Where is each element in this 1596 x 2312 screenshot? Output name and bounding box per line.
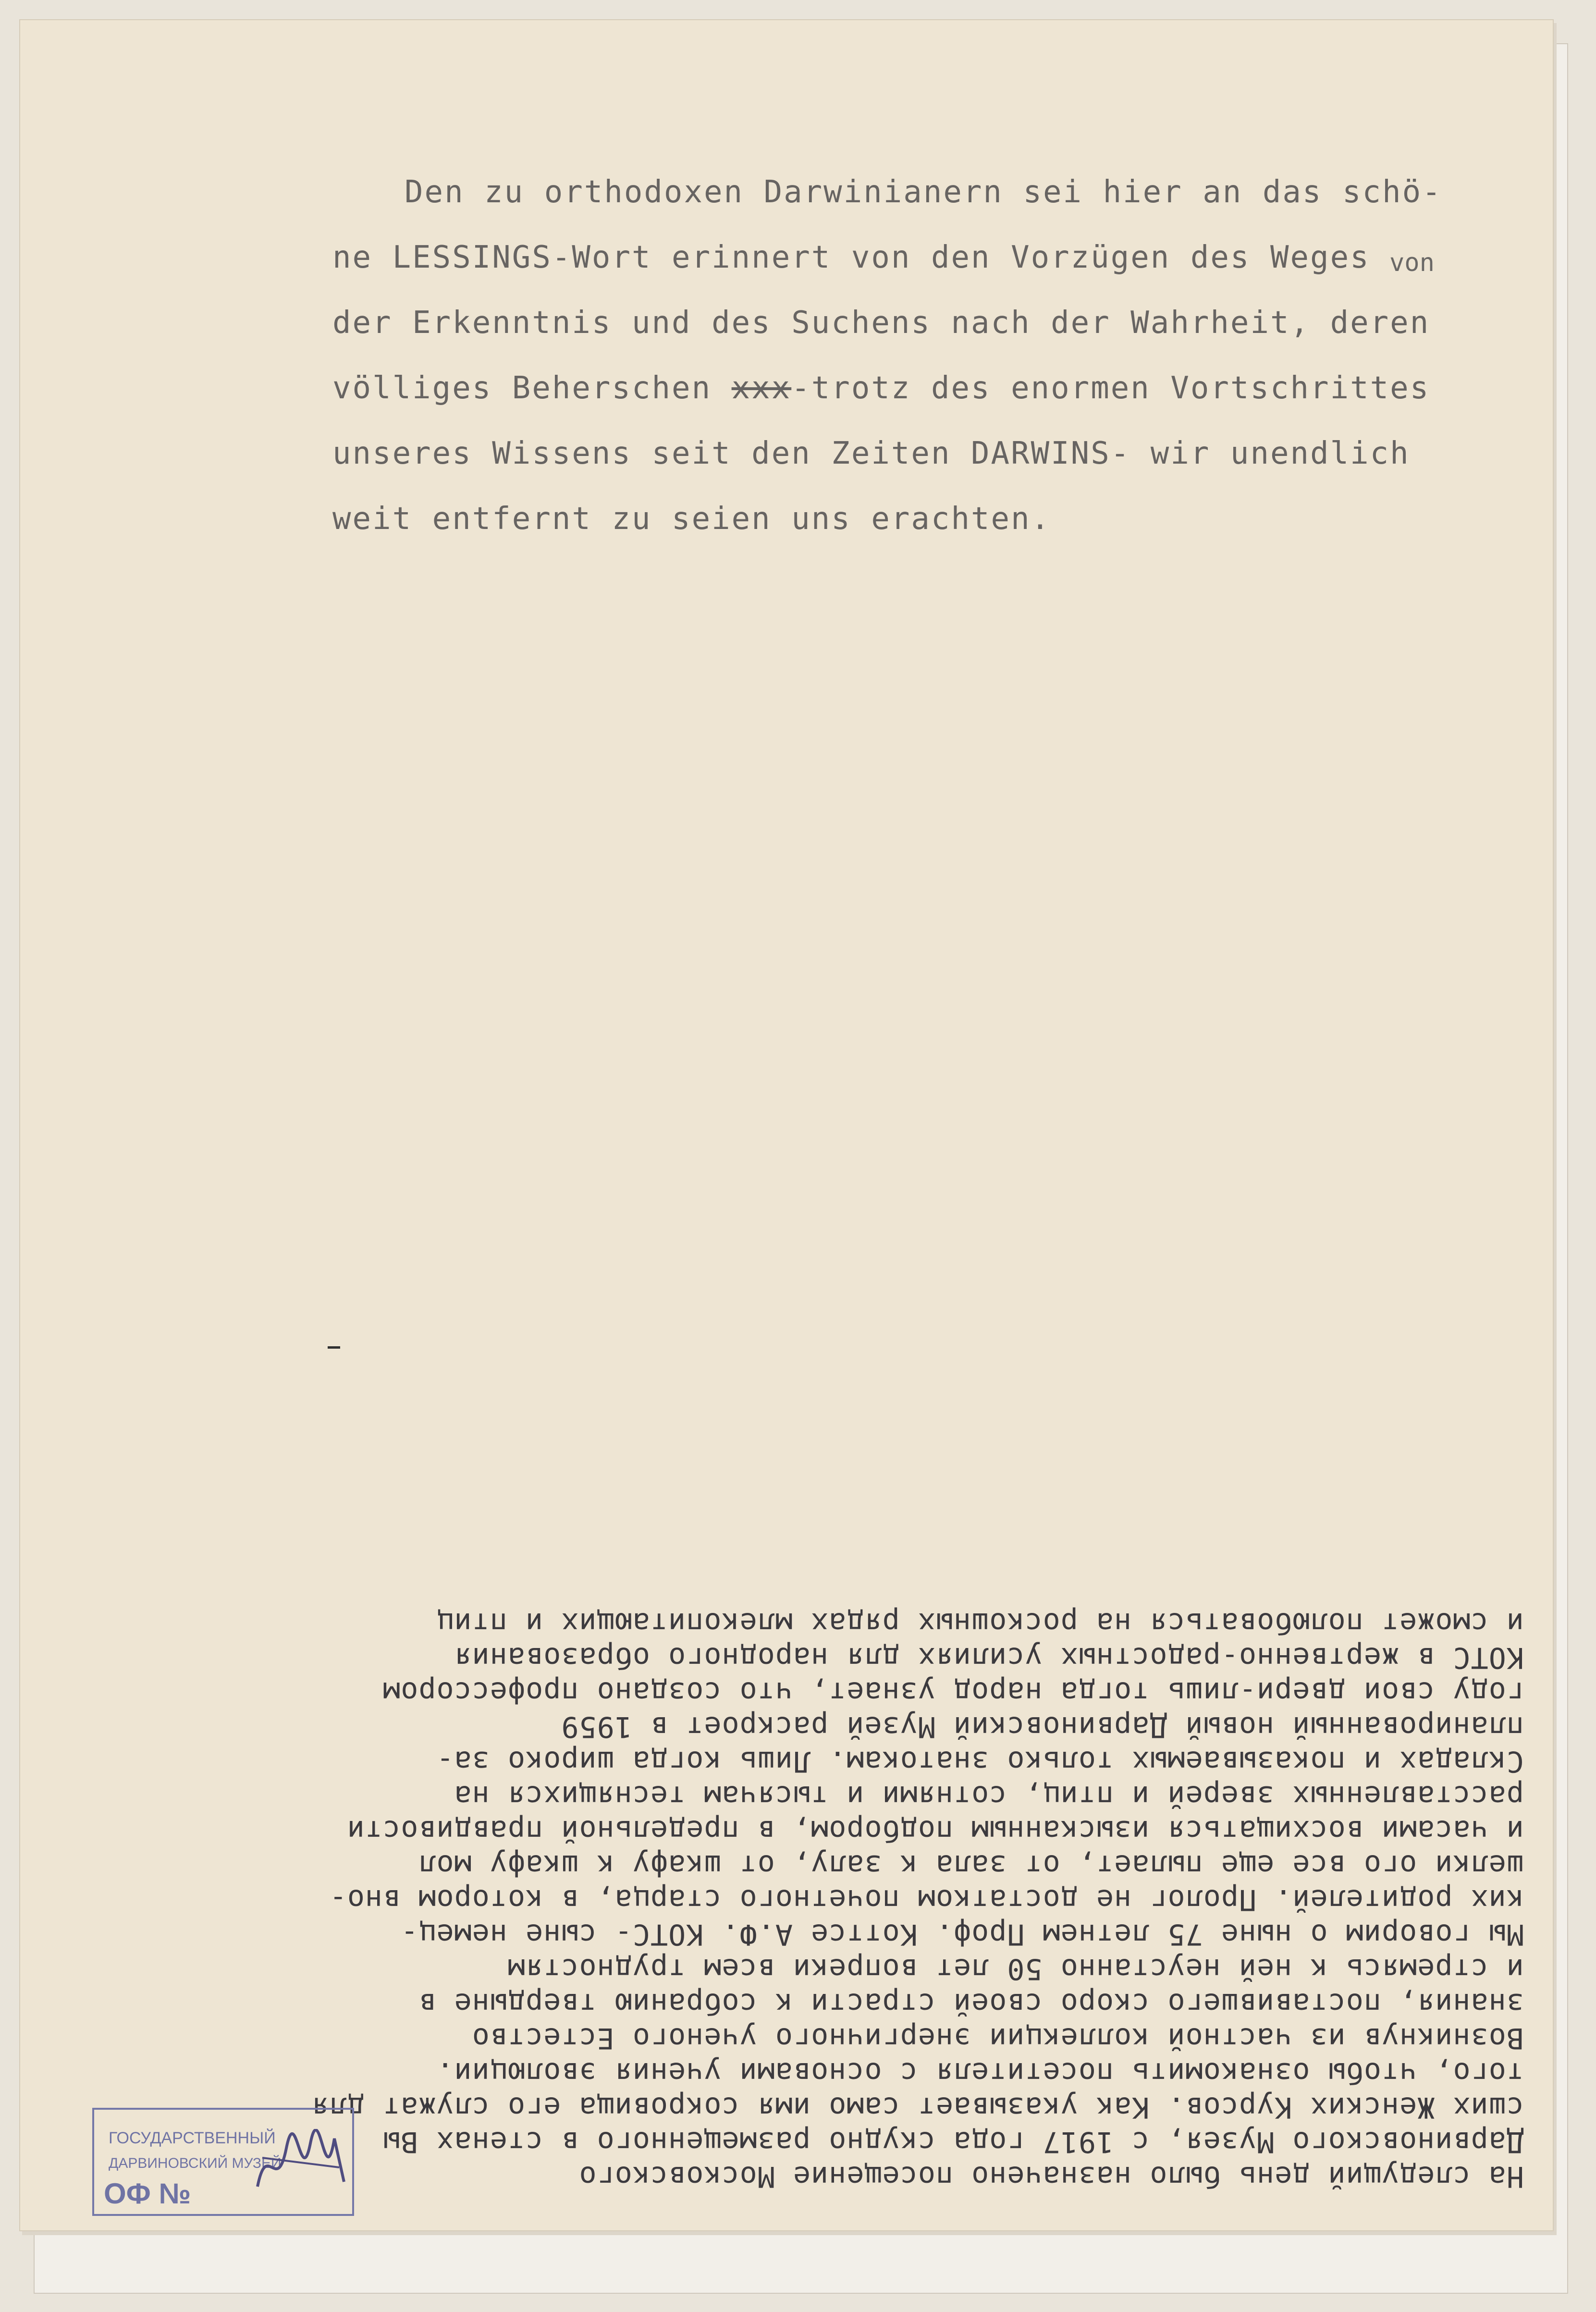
ru-line-9: ких родителей. Пролог не достатком почетного старца, в котором вно- (329, 1883, 1524, 1917)
text-line-4-start: völliges Beherschen (332, 370, 712, 406)
stamp-line-3: ОФ № (104, 2177, 191, 2210)
ru-line-1: На следущий день было назначено посещение Московского (578, 2160, 1524, 2193)
ru-line-2: Дарвиновского Музея, с 1917 года скудно размещенного в стенах Вы (382, 2125, 1524, 2159)
interlinear-insertion: von (1389, 248, 1435, 277)
ru-line-6: знания, поставившего скоро своей страсти к собранию твердыне в (418, 1987, 1524, 2020)
handwritten-inventory-number (253, 2129, 349, 2201)
russian-typed-text-upside-down (92, 1606, 1524, 2194)
ru-line-15: году свои двери-лишь тогда народ узнает, что создано профессором (382, 1675, 1524, 1709)
text-line-2: ne LESSINGS-Wort erinnert von den Vorzügen des Weges (332, 240, 1370, 275)
overtyped-characters: xxx (731, 370, 792, 406)
ru-line-7: и стремясь к ней неустанно 50 лет вопреки всем трудностям (507, 1952, 1524, 1986)
stray-mark (328, 1346, 340, 1349)
text-line-4 (332, 356, 1562, 421)
ru-line-12: расставленных зверей и птиц, сотнями и тысячам теснящихся на (454, 1779, 1524, 1813)
ru-line-4: того, чтобы ознакомить посетителя с основами учения эволюции. (436, 2056, 1524, 2090)
ru-line-13: Складах и показываемых только знатокам. Лишь когда широко за- (436, 1745, 1524, 1778)
ru-line-17: и сможет полюбоваться на роскошных рядах млекопитающих и птиц (436, 1606, 1524, 1640)
text-line-5: unseres Wissens seit den Zeiten DARWINS- wir unendlich (332, 436, 1410, 471)
stamp-line-1: ГОСУДАРСТВЕННЫЙ (109, 2129, 276, 2147)
ru-line-14: планированный новый Дарвиновский Музей раскроет в 1959 (561, 1710, 1524, 1744)
german-typed-text (332, 160, 1562, 552)
ru-line-16: КОТС в жертвенно-радостных усилиях для народного образования (454, 1641, 1524, 1674)
text-line-3: der Erkenntnis und des Suchens nach der Wahrheit, deren (332, 305, 1430, 341)
ru-line-8: Мы говорим о ныне 75 летнем Проф. Коттсе А.Ф. КОТС- сыне немец- (400, 1918, 1524, 1951)
text-line-4-end: -trotz des enormen Vortschrittes (791, 370, 1430, 406)
ru-line-3: сших Женских Курсов. Как указывает само имя сокровища его служат для (311, 2091, 1524, 2124)
text-line-1: Den zu orthodoxen Darwinianern sei hier an das schö- (405, 174, 1442, 210)
document-page (19, 19, 1554, 2231)
text-line-6: weit entfernt zu seien uns erachten. (332, 501, 1051, 537)
ru-line-5: Возникнув из частной коллекции энергичного ученого Естество (471, 2021, 1524, 2055)
ru-line-11: и часами восхищаться изысканным подбором, в предельной правдивости (346, 1814, 1524, 1847)
ru-line-10: шелки ого все еще пылает, от зала к залу, от шкафу к шкафу мол (418, 1848, 1524, 1882)
museum-stamp (92, 2108, 354, 2216)
stamp-line-2: ДАРВИНОВСКИЙ МУЗЕЙ (109, 2155, 282, 2171)
